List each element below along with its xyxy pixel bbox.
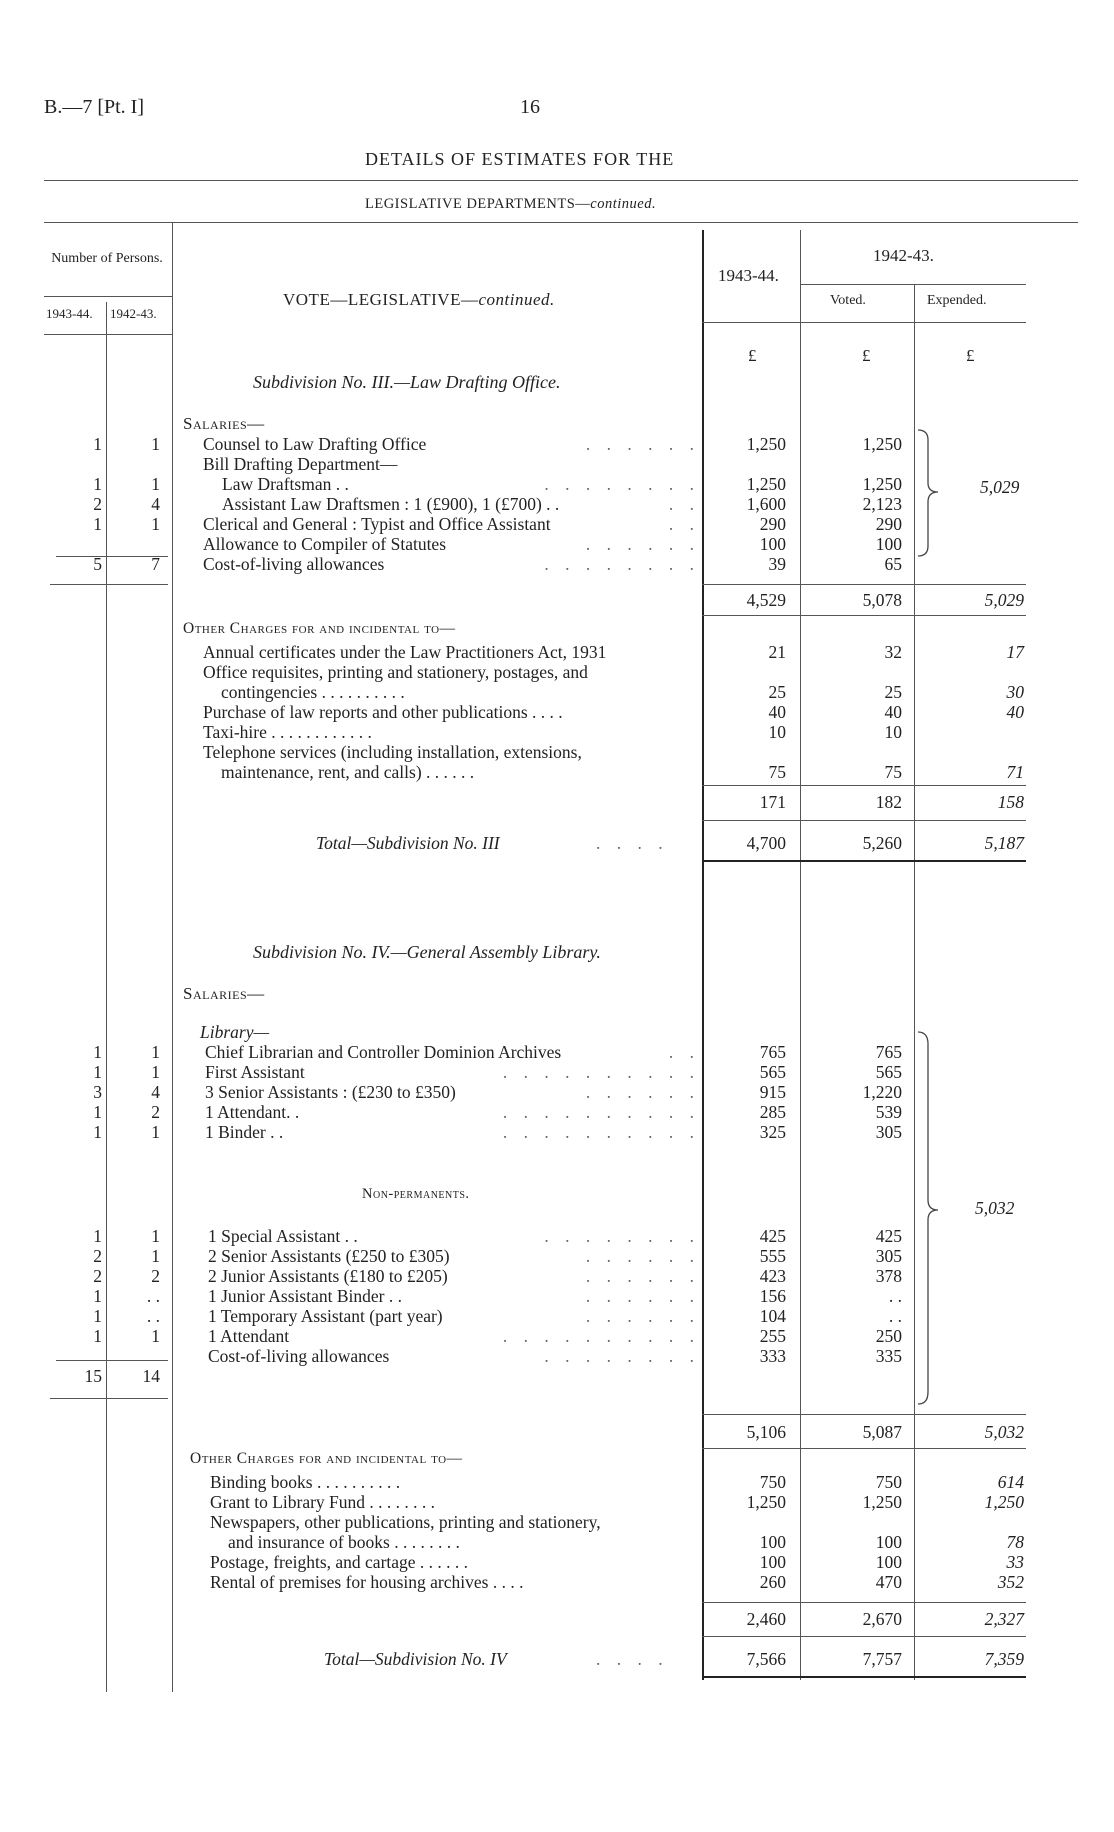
page-number: 16	[520, 96, 540, 118]
persons-1943-cell: 1	[93, 434, 102, 454]
amount-1943-cell: 325	[759, 1122, 786, 1142]
item-label: Postage, freights, and cartage . . . . . .	[210, 1552, 469, 1572]
item-label: Telephone services (including installation, extensions,	[203, 742, 582, 762]
sub4-persons-total-1942: 14	[142, 1366, 160, 1386]
amount-expended-cell: 78	[1006, 1532, 1024, 1552]
sub3-salaries-total-rule	[702, 584, 1026, 585]
persons-1942-cell: 1	[151, 1122, 160, 1142]
sub3-total-voted: 5,260	[862, 833, 902, 853]
amount-1943-cell: 565	[759, 1062, 786, 1082]
amount-1943-cell: 40	[768, 702, 786, 722]
pound-sign-voted: £	[862, 346, 871, 365]
sub4-other-total-1943: 2,460	[746, 1609, 786, 1629]
table-row	[0, 1492, 1114, 1512]
table-row	[0, 662, 1114, 702]
table-row	[0, 1266, 1114, 1286]
item-label: Law Draftsman . .	[222, 474, 349, 494]
persons-1943-cell: 1	[93, 1102, 102, 1122]
sub4-salaries-total-expended: 5,032	[984, 1422, 1024, 1442]
amount-voted-cell: 750	[875, 1472, 902, 1492]
item-label: Office requisites, printing and stationery, postages, and	[203, 662, 588, 682]
persons-1942-cell: 1	[151, 514, 160, 534]
dot-leader: . . . . . . . . . .	[502, 1122, 700, 1142]
persons-1943-cell: 1	[93, 1286, 102, 1306]
amount-1943-cell: 75	[768, 762, 786, 782]
estimate-1943-header: 1943-44.	[718, 266, 779, 285]
subdivision-3-title: Subdivision No. III.—Law Drafting Office.	[253, 372, 561, 392]
amount-1943-cell: 1,250	[746, 434, 786, 454]
item-label: Assistant Law Draftsmen : 1 (£900), 1 (£700) . .	[222, 494, 560, 514]
sub4-persons-total-rule	[56, 1360, 168, 1361]
amount-1943-cell: 290	[759, 514, 786, 534]
dot-leader: . .	[668, 514, 700, 534]
amount-1943-cell: 1,250	[746, 1492, 786, 1512]
subtitle-rule	[44, 222, 1078, 223]
sub3-other-total-voted: 182	[875, 792, 902, 812]
sub4-total-leader: . . . .	[596, 1649, 669, 1669]
item-label: Newspapers, other publications, printing and stationery,	[210, 1512, 601, 1532]
persons-1943-cell: 1	[93, 1326, 102, 1346]
library-heading: Library—	[200, 1022, 270, 1042]
amount-1943-cell: 104	[759, 1306, 786, 1326]
column-header-bottom-rule	[702, 322, 1026, 323]
item-label: 3 Senior Assistants : (£230 to £350)	[205, 1082, 456, 1102]
persons-1942-header: 1942-43.	[110, 306, 157, 321]
amount-1943-cell: 285	[759, 1102, 786, 1122]
item-label: Grant to Library Fund . . . . . . . .	[210, 1492, 436, 1512]
item-label: Chief Librarian and Controller Dominion Archives	[205, 1042, 562, 1062]
non-permanents-heading: Non-permanents.	[362, 1186, 470, 1202]
amount-1943-cell: 1,250	[746, 474, 786, 494]
amount-expended-cell: 40	[1006, 702, 1024, 722]
sub4-grand-total-row	[0, 1649, 1114, 1669]
amount-voted-cell: 1,250	[862, 1492, 902, 1512]
amount-1943-cell: 915	[759, 1082, 786, 1102]
sub4-persons-bottom-rule	[50, 1398, 168, 1399]
item-label: First Assistant	[205, 1062, 305, 1082]
table-row	[0, 1102, 1114, 1122]
amount-1943-cell: 100	[759, 1552, 786, 1572]
sub3-persons-bottom-rule	[50, 584, 168, 585]
amount-voted-cell: 25	[884, 682, 902, 702]
sub3-grand-total-rule	[702, 860, 1026, 862]
sub4-other-charges-heading: Other Charges for and incidental to—	[190, 1450, 463, 1467]
amount-voted-cell: 565	[875, 1062, 902, 1082]
sub4-total-label: Total—Subdivision No. IV	[324, 1649, 507, 1669]
item-label: Clerical and General : Typist and Office Assistant	[203, 514, 551, 534]
sub3-total-expended: 5,187	[984, 833, 1024, 853]
subdivision-4-salaries-heading: Salaries—	[183, 984, 265, 1003]
persons-1942-cell: 2	[151, 1266, 160, 1286]
table-row	[0, 514, 1114, 534]
sub3-other-total-bottom-rule	[702, 820, 1026, 821]
page-title: DETAILS OF ESTIMATES FOR THE	[365, 149, 675, 169]
amount-voted-cell: 65	[884, 554, 902, 574]
sub4-salaries-total-row	[0, 1422, 1114, 1442]
amount-1943-cell: 333	[759, 1346, 786, 1366]
persons-1942-cell: 1	[151, 474, 160, 494]
amount-expended-cell: 33	[1006, 1552, 1024, 1572]
amount-voted-cell: 335	[875, 1346, 902, 1366]
amount-1943-cell: 555	[759, 1246, 786, 1266]
dot-leader: . . . . . . . . . .	[502, 1062, 700, 1082]
table-row	[0, 1122, 1114, 1142]
sub3-salaries-total-bottom-rule	[702, 615, 1026, 616]
amount-voted-cell: 2,123	[862, 494, 902, 514]
table-row	[0, 454, 1114, 474]
amount-voted-cell: 100	[875, 1552, 902, 1572]
sub4-other-total-bottom-rule	[702, 1636, 1026, 1637]
sub3-other-total-row	[0, 792, 1114, 812]
header-rule	[44, 180, 1078, 181]
amount-voted-cell: 1,250	[862, 434, 902, 454]
subtitle-main: LEGISLATIVE DEPARTMENTS—	[365, 196, 591, 212]
amount-1943-cell: 100	[759, 1532, 786, 1552]
sub4-other-total-row	[0, 1609, 1114, 1629]
item-label: Allowance to Compiler of Statutes	[203, 534, 447, 554]
sub4-salaries-total-rule	[702, 1414, 1026, 1415]
amount-1943-cell: 10	[768, 722, 786, 742]
subdivision-3-salaries-heading: Salaries—	[183, 414, 265, 433]
sub4-other-total-voted: 2,670	[862, 1609, 902, 1629]
sub4-persons-total-1943: 15	[84, 1366, 102, 1386]
amount-1943-cell: 39	[768, 554, 786, 574]
page-subtitle	[365, 196, 656, 213]
sub3-salaries-total-expended: 5,029	[984, 590, 1024, 610]
amount-1943-cell: 425	[759, 1226, 786, 1246]
sub4-total-voted: 7,757	[862, 1649, 902, 1669]
amount-voted-cell: 539	[875, 1102, 902, 1122]
sub3-total-label: Total—Subdivision No. III	[316, 833, 500, 853]
amount-voted-cell: 100	[875, 534, 902, 554]
table-row	[0, 1042, 1114, 1062]
table-row	[0, 1062, 1114, 1082]
sub4-salaries-expended-braced: 5,032	[975, 1198, 1015, 1218]
amount-expended-cell: 614	[997, 1472, 1024, 1492]
persons-header-rule	[44, 296, 172, 297]
dot-leader: . . . . . . . .	[544, 554, 700, 574]
amount-voted-cell: 305	[875, 1246, 902, 1266]
persons-1942-cell: 2	[151, 1102, 160, 1122]
table-row	[0, 702, 1114, 722]
subtitle-continued: continued.	[590, 196, 657, 212]
table-row	[0, 1512, 1114, 1552]
persons-1943-cell: 1	[93, 514, 102, 534]
subdivision-4-title: Subdivision No. IV.—General Assembly Library.	[253, 942, 601, 962]
sub4-salaries-total-voted: 5,087	[862, 1422, 902, 1442]
amount-voted-cell: 425	[875, 1226, 902, 1246]
sub4-salaries-total-1943: 5,106	[746, 1422, 786, 1442]
item-label: Annual certificates under the Law Practitioners Act, 1931	[203, 642, 607, 662]
dot-leader: . . . . . . . .	[544, 474, 700, 494]
year-header-rule	[800, 284, 1026, 285]
sub3-salaries-brace	[914, 428, 946, 558]
item-label: Cost-of-living allowances	[208, 1346, 390, 1366]
item-label: 1 Junior Assistant Binder . .	[208, 1286, 402, 1306]
persons-1943-cell: 5	[93, 554, 102, 574]
persons-1943-header: 1943-44.	[46, 306, 93, 321]
amount-voted-cell: 100	[875, 1532, 902, 1552]
amount-voted-cell: 765	[875, 1042, 902, 1062]
dot-leader: . .	[668, 494, 700, 514]
persons-1942-cell: 1	[151, 1226, 160, 1246]
dot-leader: . . . . . .	[585, 1306, 700, 1326]
expended-header: Expended.	[927, 293, 987, 308]
dot-leader: . . . . . .	[585, 1286, 700, 1306]
amount-voted-cell: . .	[888, 1306, 902, 1326]
table-row	[0, 1346, 1114, 1366]
persons-1943-cell: 3	[93, 1082, 102, 1102]
amount-1943-cell: 255	[759, 1326, 786, 1346]
item-label: Counsel to Law Drafting Office	[203, 434, 427, 454]
persons-1943-cell: 1	[93, 474, 102, 494]
sub3-total-1943: 4,700	[746, 833, 786, 853]
amount-voted-cell: 40	[884, 702, 902, 722]
sub4-total-expended: 7,359	[984, 1649, 1024, 1669]
amount-voted-cell: 250	[875, 1326, 902, 1346]
sub3-grand-total-row	[0, 833, 1114, 853]
persons-1942-cell: 1	[151, 1062, 160, 1082]
table-row	[0, 494, 1114, 514]
dot-leader: . .	[668, 1042, 700, 1062]
number-of-persons-header: Number of Persons.	[51, 251, 163, 266]
item-label: 1 Special Assistant . .	[208, 1226, 358, 1246]
amount-1943-cell: 765	[759, 1042, 786, 1062]
item-label-continued: maintenance, rent, and calls) . . . . . .	[221, 762, 475, 782]
sub4-salaries-total-bottom-rule	[702, 1448, 1026, 1449]
vote-heading-main: VOTE—LEGISLATIVE—	[283, 290, 479, 309]
item-label: Taxi-hire . . . . . . . . . . . .	[203, 722, 372, 742]
dot-leader: . . . . . .	[585, 1266, 700, 1286]
voted-header: Voted.	[830, 293, 866, 308]
sub3-other-total-rule	[702, 785, 1026, 786]
item-label: 1 Binder . .	[205, 1122, 284, 1142]
table-row	[0, 534, 1114, 554]
amount-1943-cell: 25	[768, 682, 786, 702]
table-row	[0, 722, 1114, 742]
item-label: Binding books . . . . . . . . . .	[210, 1472, 401, 1492]
amount-expended-cell: 30	[1006, 682, 1024, 702]
amount-voted-cell: 75	[884, 762, 902, 782]
persons-1943-cell: 1	[93, 1226, 102, 1246]
persons-1943-cell: 1	[93, 1042, 102, 1062]
persons-1943-cell: 2	[93, 1246, 102, 1266]
sub4-other-total-expended: 2,327	[984, 1609, 1024, 1629]
sub3-persons-total-rule	[56, 556, 168, 557]
year-1942-header: 1942-43.	[873, 246, 934, 265]
persons-1942-cell: 1	[151, 1042, 160, 1062]
sub4-persons-total-row	[0, 1366, 1114, 1386]
table-row	[0, 1572, 1114, 1592]
dot-leader: . . . . . .	[585, 434, 700, 454]
item-label: Bill Drafting Department—	[203, 454, 398, 474]
amount-1943-cell: 100	[759, 534, 786, 554]
table-row	[0, 1226, 1114, 1246]
sub3-other-total-1943: 171	[759, 792, 786, 812]
sub3-other-total-expended: 158	[997, 792, 1024, 812]
sub3-salaries-total-voted: 5,078	[862, 590, 902, 610]
persons-1942-cell: 4	[151, 494, 160, 514]
sub3-total-leader: . . . .	[596, 833, 669, 853]
persons-1942-cell: 1	[151, 1246, 160, 1266]
table-row	[0, 1326, 1114, 1346]
sub3-salaries-expended-braced: 5,029	[980, 477, 1020, 497]
amount-voted-cell: 378	[875, 1266, 902, 1286]
amount-voted-cell: 32	[884, 642, 902, 662]
sub4-grand-total-rule	[702, 1676, 1026, 1678]
table-row	[0, 742, 1114, 782]
table-row	[0, 1082, 1114, 1102]
item-label-continued: and insurance of books . . . . . . . .	[228, 1532, 460, 1552]
persons-1942-cell: 1	[151, 1326, 160, 1346]
persons-1942-cell: . .	[146, 1306, 160, 1326]
item-label-continued: contingencies . . . . . . . . . .	[221, 682, 405, 702]
dot-leader: . . . . . . . .	[544, 1226, 700, 1246]
persons-1943-cell: 1	[93, 1122, 102, 1142]
pound-sign-1943: £	[748, 346, 757, 365]
amount-expended-cell: 71	[1006, 762, 1024, 782]
amount-1943-cell: 156	[759, 1286, 786, 1306]
persons-1942-cell: 4	[151, 1082, 160, 1102]
amount-voted-cell: 1,250	[862, 474, 902, 494]
vote-heading-continued: continued.	[478, 290, 555, 309]
amount-voted-cell: 290	[875, 514, 902, 534]
amount-voted-cell: 470	[875, 1572, 902, 1592]
dot-leader: . . . . . . . .	[544, 1346, 700, 1366]
table-row	[0, 474, 1114, 494]
amount-voted-cell: 10	[884, 722, 902, 742]
amount-1943-cell: 260	[759, 1572, 786, 1592]
item-label: Rental of premises for housing archives . . . .	[210, 1572, 524, 1592]
amount-1943-cell: 1,600	[746, 494, 786, 514]
persons-1943-cell: 2	[93, 494, 102, 514]
amount-1943-cell: 750	[759, 1472, 786, 1492]
sub4-other-total-rule	[702, 1602, 1026, 1603]
dot-leader: . . . . . .	[585, 1246, 700, 1266]
vote-heading	[283, 290, 555, 310]
pound-sign-expended: £	[966, 346, 975, 365]
sub3-other-charges-heading: Other Charges for and incidental to—	[183, 620, 456, 637]
dot-leader: . . . . . .	[585, 534, 700, 554]
sub4-salaries-brace	[914, 1030, 946, 1406]
persons-1943-cell: 1	[93, 1062, 102, 1082]
amount-voted-cell: . .	[888, 1286, 902, 1306]
persons-1943-cell: 2	[93, 1266, 102, 1286]
dot-leader: . . . . . . . . . .	[502, 1326, 700, 1346]
amount-1943-cell: 21	[768, 642, 786, 662]
amount-expended-cell: 1,250	[984, 1492, 1024, 1512]
table-row	[0, 1472, 1114, 1492]
sub4-total-1943: 7,566	[746, 1649, 786, 1669]
amount-voted-cell: 1,220	[862, 1082, 902, 1102]
item-label: 2 Senior Assistants (£250 to £305)	[208, 1246, 450, 1266]
table-row	[0, 1306, 1114, 1326]
table-row	[0, 554, 1114, 574]
table-row	[0, 434, 1114, 454]
item-label: 1 Attendant	[208, 1326, 290, 1346]
item-label: Cost-of-living allowances	[203, 554, 385, 574]
sub3-salaries-total-row	[0, 590, 1114, 610]
table-row	[0, 1286, 1114, 1306]
item-label: 1 Attendant. .	[205, 1102, 300, 1122]
item-label: 2 Junior Assistants (£180 to £205)	[208, 1266, 448, 1286]
sub3-salaries-total-1943: 4,529	[746, 590, 786, 610]
table-row	[0, 1552, 1114, 1572]
persons-1942-cell: 1	[151, 434, 160, 454]
table-row	[0, 642, 1114, 662]
persons-1942-cell: 7	[151, 554, 160, 574]
amount-expended-cell: 352	[997, 1572, 1024, 1592]
dot-leader: . . . . . . . . . .	[502, 1102, 700, 1122]
dot-leader: . . . . . .	[585, 1082, 700, 1102]
amount-1943-cell: 423	[759, 1266, 786, 1286]
document-reference: B.—7 [Pt. I]	[44, 96, 144, 118]
persons-1942-cell: . .	[146, 1286, 160, 1306]
persons-subheader-rule	[44, 334, 172, 335]
amount-expended-cell: 17	[1006, 642, 1024, 662]
amount-voted-cell: 305	[875, 1122, 902, 1142]
table-row	[0, 1246, 1114, 1266]
item-label: 1 Temporary Assistant (part year)	[208, 1306, 443, 1326]
item-label: Purchase of law reports and other publications . . . .	[203, 702, 563, 722]
persons-1943-cell: 1	[93, 1306, 102, 1326]
